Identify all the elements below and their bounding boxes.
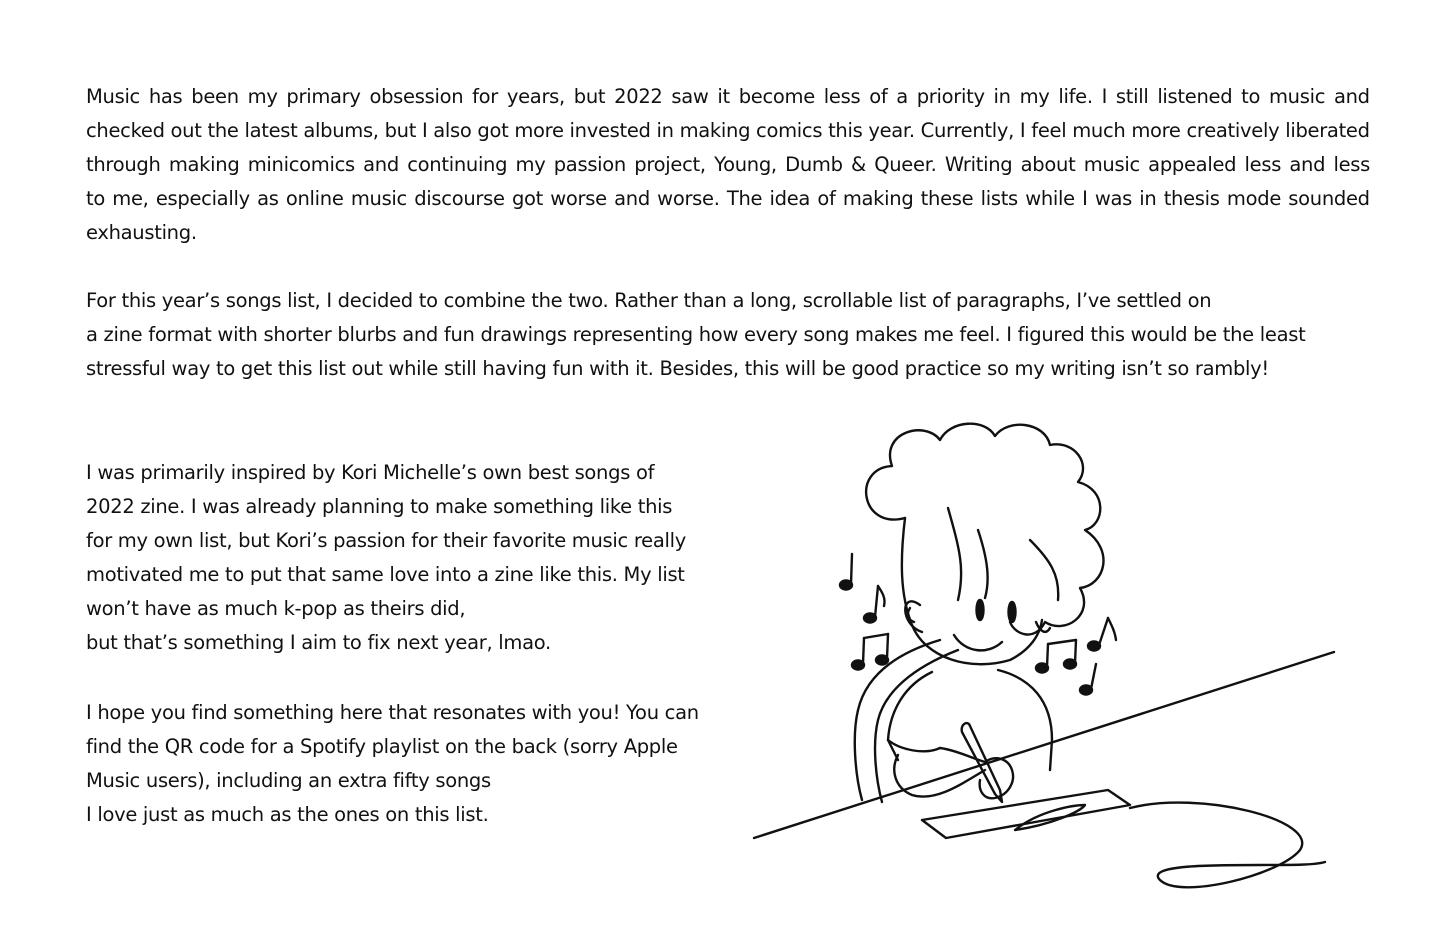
word: my bbox=[515, 153, 546, 176]
word: this bbox=[828, 119, 863, 142]
paragraph-line: I hope you find something here that resonates with you! You can bbox=[86, 701, 699, 724]
word: my bbox=[1019, 85, 1050, 108]
word: to bbox=[1241, 85, 1261, 108]
hair-inner bbox=[948, 508, 1058, 600]
word: lists bbox=[980, 187, 1018, 210]
word: worse. bbox=[657, 187, 720, 210]
word: idea bbox=[769, 187, 811, 210]
paragraph-line: motivated me to put that same love into a zine like this. My list bbox=[86, 563, 685, 586]
word: as bbox=[257, 187, 279, 210]
word: mode bbox=[1226, 187, 1282, 210]
word: in bbox=[993, 85, 1011, 108]
word: become bbox=[738, 85, 815, 108]
word: priority bbox=[916, 85, 985, 108]
word: creatively bbox=[1186, 119, 1280, 142]
ear bbox=[905, 601, 922, 632]
word: for bbox=[472, 85, 499, 108]
word: feel bbox=[1031, 119, 1067, 142]
word: saw bbox=[671, 85, 709, 108]
word: sounded bbox=[1288, 187, 1370, 210]
word: to bbox=[86, 187, 105, 210]
word: albums, bbox=[303, 119, 379, 142]
word: also bbox=[433, 119, 472, 142]
paragraph-line: won’t have as much k-pop as theirs did, bbox=[86, 597, 466, 620]
word: of bbox=[869, 85, 888, 108]
paragraph-line: find the QR code for a Spotify playlist on the back (sorry Apple bbox=[86, 735, 678, 758]
left-eye bbox=[977, 600, 984, 620]
smile bbox=[954, 635, 1002, 650]
word: primary bbox=[286, 85, 361, 108]
word: out bbox=[170, 119, 202, 142]
word: especially bbox=[155, 187, 250, 210]
word: music bbox=[1268, 85, 1326, 108]
word: still bbox=[1115, 85, 1149, 108]
paragraph-line: stressful way to get this list out while still having fun with it. Besides, this will be good practice so my writing isn’t so rambly! bbox=[86, 357, 1269, 380]
word: the bbox=[207, 119, 239, 142]
paragraph-line: 2022 zine. I was already planning to make something like this bbox=[86, 495, 673, 518]
paragraph-line: for my own list, but Kori’s passion for their favorite music really bbox=[86, 529, 686, 552]
word: year. bbox=[868, 119, 915, 142]
word: and bbox=[614, 187, 650, 210]
paragraph-line: but that’s something I aim to fix next year, lmao. bbox=[86, 631, 551, 654]
right-eye bbox=[1009, 602, 1016, 622]
word: these bbox=[920, 187, 974, 210]
word: Writing bbox=[944, 153, 1013, 176]
intro-paragraph-1 bbox=[86, 80, 1370, 250]
paragraph-line: exhausting. bbox=[86, 221, 197, 244]
word: Dumb bbox=[785, 153, 843, 176]
word: obsession bbox=[369, 85, 464, 108]
paragraph-line bbox=[86, 148, 1370, 182]
paragraph-line: For this year’s songs list, I decided to combine the two. Rather than a long, scrollable list of paragraphs, I’ve settled on bbox=[86, 289, 1212, 312]
word: Music bbox=[86, 85, 140, 108]
word: discourse bbox=[414, 187, 505, 210]
word: liberated bbox=[1285, 119, 1370, 142]
word: Queer. bbox=[874, 153, 937, 176]
word: much bbox=[1072, 119, 1126, 142]
playlist-paragraph bbox=[86, 696, 710, 832]
word: of bbox=[817, 187, 836, 210]
word: passion bbox=[553, 153, 626, 176]
word: was bbox=[1094, 187, 1132, 210]
word: more bbox=[1131, 119, 1181, 142]
word: making bbox=[168, 153, 240, 176]
word: 2022 bbox=[614, 85, 663, 108]
intro-paragraph-2 bbox=[86, 284, 1370, 386]
word: Currently, bbox=[920, 119, 1015, 142]
word: less bbox=[1333, 153, 1370, 176]
word: listened bbox=[1157, 85, 1233, 108]
paragraph-line: I was primarily inspired by Kori Michelle’s own best songs of bbox=[86, 461, 655, 484]
word: while bbox=[1025, 187, 1075, 210]
inspiration-paragraph bbox=[86, 456, 710, 660]
paragraph-line: a zine format with shorter blurbs and fun drawings representing how every song makes me feel. I figured this would be the least bbox=[86, 323, 1306, 346]
word: The bbox=[726, 187, 763, 210]
word: comics bbox=[756, 119, 823, 142]
word: me, bbox=[112, 187, 149, 210]
word: in bbox=[656, 119, 674, 142]
word: I bbox=[1019, 119, 1026, 142]
word: a bbox=[896, 85, 908, 108]
word: Young, bbox=[714, 153, 777, 176]
word: less bbox=[1244, 153, 1282, 176]
word: I bbox=[1101, 85, 1108, 108]
word: has bbox=[148, 85, 183, 108]
music-note-2 bbox=[864, 586, 885, 623]
paper-marker bbox=[1015, 805, 1085, 830]
word: music bbox=[1083, 153, 1140, 176]
paragraph-line: Music users), including an extra fifty songs bbox=[86, 769, 491, 792]
word: checked bbox=[86, 119, 165, 142]
word: and bbox=[1333, 85, 1370, 108]
word: got bbox=[477, 119, 509, 142]
word: but bbox=[573, 85, 606, 108]
music-note-6 bbox=[1080, 664, 1096, 695]
face bbox=[902, 518, 1042, 664]
word: my bbox=[247, 85, 278, 108]
music-note-1 bbox=[840, 554, 852, 590]
scribble bbox=[1130, 803, 1325, 888]
paragraph-line bbox=[86, 114, 1370, 148]
music-note-4 bbox=[1036, 640, 1076, 673]
word: worse bbox=[550, 187, 607, 210]
word: making bbox=[679, 119, 751, 142]
word: more bbox=[514, 119, 564, 142]
word: online bbox=[285, 187, 344, 210]
hair bbox=[866, 424, 1103, 635]
word: in bbox=[1139, 187, 1157, 210]
word: music bbox=[350, 187, 407, 210]
word: it bbox=[717, 85, 730, 108]
word: latest bbox=[244, 119, 298, 142]
word: I bbox=[421, 119, 428, 142]
word: but bbox=[384, 119, 417, 142]
music-note-3 bbox=[852, 634, 888, 670]
paragraph-line bbox=[86, 182, 1370, 216]
word: continuing bbox=[407, 153, 508, 176]
word: making bbox=[842, 187, 914, 210]
paragraph-line bbox=[86, 80, 1370, 114]
word: project, bbox=[634, 153, 706, 176]
word: through bbox=[86, 153, 161, 176]
music-note-5 bbox=[1088, 618, 1116, 651]
word: life. bbox=[1058, 85, 1093, 108]
word: got bbox=[511, 187, 544, 210]
word: been bbox=[191, 85, 239, 108]
paper bbox=[922, 790, 1130, 838]
word: invested bbox=[569, 119, 651, 142]
word: & bbox=[850, 153, 866, 176]
torso bbox=[888, 670, 1052, 770]
word: minicomics bbox=[247, 153, 355, 176]
word: less bbox=[823, 85, 861, 108]
word: and bbox=[1289, 153, 1326, 176]
word: about bbox=[1020, 153, 1076, 176]
word: appealed bbox=[1148, 153, 1237, 176]
sleeve bbox=[888, 740, 940, 751]
word: and bbox=[363, 153, 399, 176]
word: thesis bbox=[1163, 187, 1220, 210]
word: I bbox=[1082, 187, 1088, 210]
drawing-person-with-music-notes-icon bbox=[740, 410, 1350, 900]
paragraph-line: I love just as much as the ones on this list. bbox=[86, 803, 489, 826]
word: years, bbox=[506, 85, 565, 108]
